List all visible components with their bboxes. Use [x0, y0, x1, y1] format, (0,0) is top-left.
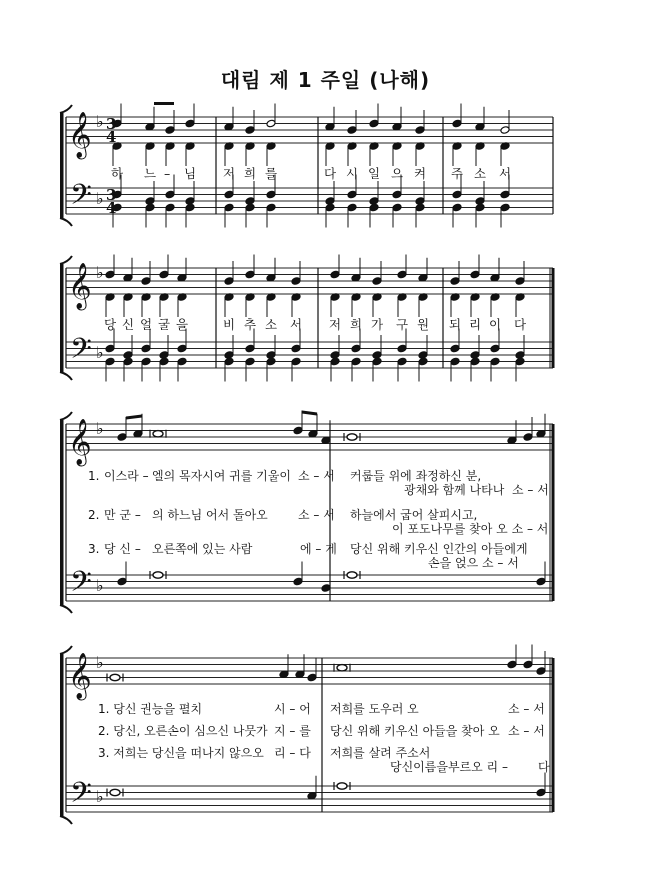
verse-text: 소 – 서: [298, 469, 335, 483]
lyric-syllable: 소: [265, 317, 278, 332]
note-head: [105, 344, 115, 353]
note-head: [490, 344, 500, 353]
note-head: [117, 433, 127, 442]
note-head: [415, 203, 425, 212]
verse-number: 1.: [88, 469, 100, 483]
bass-clef: 𝄢: [70, 332, 92, 373]
flat-sign: ♭: [96, 263, 104, 282]
verse-text: 에 – 게: [300, 542, 337, 556]
note-head: [245, 357, 255, 366]
flat-sign: ♭: [96, 576, 104, 595]
note-head: [245, 126, 255, 135]
breve-note: [110, 674, 120, 680]
verse-text: 당신이름을부르오 리 –: [390, 760, 508, 774]
lyric-syllable: 구: [396, 317, 409, 332]
verse-text: 리 – 다: [274, 746, 311, 760]
note-head: [291, 344, 301, 353]
note-head: [372, 277, 382, 286]
note-head: [266, 357, 276, 366]
lyric-syllable: 가: [371, 317, 384, 332]
note-head: [141, 344, 151, 353]
note-head: [536, 667, 546, 676]
treble-clef: 𝄞: [68, 112, 92, 158]
verse-text: 소 – 서: [508, 702, 545, 716]
note-head: [372, 357, 382, 366]
verse-text: 당신 위해 키우신 인간의 아들에게: [350, 542, 528, 556]
note-head: [224, 203, 234, 212]
note-head: [452, 119, 462, 128]
verse-number: 3.: [88, 542, 100, 556]
lyric-syllable: 으: [391, 166, 404, 181]
verse-number: 2.: [88, 508, 100, 522]
lyric-syllable: 이: [489, 317, 502, 332]
note-head: [351, 357, 361, 366]
verse-text: 시 – 어: [274, 702, 311, 716]
note-head: [159, 357, 169, 366]
note-head: [450, 277, 460, 286]
lyric-syllable: 님: [184, 166, 197, 181]
note-head: [245, 203, 255, 212]
note-head: [347, 126, 357, 135]
breve-note: [347, 434, 357, 440]
lyric-syllable: 일: [368, 166, 381, 181]
note-head: [177, 357, 187, 366]
note-head: [224, 277, 234, 286]
lyric-syllable: 저: [329, 317, 342, 332]
lyric-syllable: 비: [223, 317, 236, 332]
note-head: [293, 426, 303, 435]
lyric-syllable: 다: [514, 317, 527, 332]
note-head: [185, 119, 195, 128]
verse-text: 저희를 도우러 오: [330, 702, 419, 716]
lyric-syllable: 굴: [158, 317, 171, 332]
verse-text: 3. 저희는 당신을 떠나지 않으오: [98, 746, 264, 760]
beam: [302, 412, 317, 414]
note-head: [245, 344, 255, 353]
note-head: [418, 357, 428, 366]
lyric-syllable: 희: [244, 166, 257, 181]
time-signature-top: 3: [106, 186, 117, 204]
treble-clef: 𝄞: [68, 263, 92, 309]
lyric-syllable: 서: [290, 317, 303, 332]
note-head: [307, 673, 317, 682]
system-bracket: [60, 264, 64, 372]
note-head: [452, 203, 462, 212]
note-head: [536, 577, 546, 586]
system-bracket: [60, 420, 64, 605]
note-head: [266, 203, 276, 212]
note-head: [515, 277, 525, 286]
note-head: [536, 788, 546, 797]
note-head: [330, 270, 340, 279]
note-head: [507, 660, 517, 669]
note-head: [141, 357, 151, 366]
note-head: [415, 126, 425, 135]
note-head: [105, 270, 115, 279]
note-head: [392, 190, 402, 199]
breve-note: [337, 665, 347, 671]
verse-text: 의 하느님 어서 돌아오: [152, 508, 268, 522]
note-head: [224, 190, 234, 199]
bass-clef: 𝄢: [70, 776, 92, 817]
lyric-syllable: 되: [449, 317, 462, 332]
verse-text: 손을 얹으 소 – 서: [428, 556, 519, 570]
bass-clef: 𝄢: [70, 565, 92, 606]
lyric-syllable: 서: [499, 166, 512, 181]
flat-sign: ♭: [96, 787, 104, 806]
note-head: [500, 203, 510, 212]
note-head: [452, 190, 462, 199]
note-head: [330, 357, 340, 366]
verse-text: 저희를 살려 주소서: [330, 746, 431, 760]
note-head: [291, 357, 301, 366]
note-head: [470, 357, 480, 366]
note-head: [347, 203, 357, 212]
breve-note: [153, 431, 163, 437]
verse-text: 다: [538, 760, 550, 774]
note-head: [325, 203, 335, 212]
note-head: [450, 357, 460, 366]
verse-text: 1. 당신 권능을 펼치: [98, 702, 203, 716]
verse-text: 당신 위해 키우신 아들을 찾아 오: [330, 724, 500, 738]
lyric-syllable: 저: [223, 166, 236, 181]
lyric-syllable: 원: [417, 317, 430, 332]
breve-note: [347, 572, 357, 578]
bracket-hook: [60, 218, 72, 226]
lyric-syllable: 소: [474, 166, 487, 181]
note-head: [351, 344, 361, 353]
lyric-syllable: 희: [350, 317, 363, 332]
note-head: [141, 277, 151, 286]
note-head: [397, 270, 407, 279]
lyric-syllable: 신: [122, 317, 135, 332]
note-head: [177, 344, 187, 353]
bracket-hook: [60, 816, 72, 824]
verse-text: 이 포도나무를 찾아 오 소 – 서: [392, 522, 549, 536]
note-head: [397, 357, 407, 366]
treble-clef: 𝄞: [68, 419, 92, 465]
verse-text: 오른쪽에 있는 사람: [152, 542, 253, 556]
note-head: [515, 357, 525, 366]
note-head: [523, 433, 533, 442]
system-bracket: [60, 113, 64, 218]
lyric-syllable: 얼: [140, 317, 153, 332]
lyric-syllable: 하: [111, 166, 124, 181]
beam: [126, 416, 142, 418]
verse-text: 광채와 함께 나타나 소 – 서: [404, 483, 549, 497]
note-head: [397, 344, 407, 353]
note-head: [291, 277, 301, 286]
page-title: 대림 제 1 주일 (나해): [220, 68, 431, 92]
note-head: [117, 577, 127, 586]
note-head: [185, 203, 195, 212]
time-signature-bottom: 4: [106, 199, 117, 217]
bracket-hook: [60, 372, 72, 380]
lyric-syllable: 다: [324, 166, 337, 181]
verse-text: 소 – 서: [298, 508, 335, 522]
treble-clef: 𝄞: [68, 653, 92, 699]
lyric-syllable: 시: [346, 166, 359, 181]
lyric-syllable: 추: [244, 317, 257, 332]
note-head: [369, 119, 379, 128]
lyric-syllable: 리: [469, 317, 482, 332]
verse-text: 하늘에서 굽어 살피시고,: [350, 508, 478, 522]
verse-text: 이스라 –: [104, 469, 149, 483]
note-head: [392, 203, 402, 212]
flat-sign: ♭: [96, 343, 104, 362]
note-head: [450, 344, 460, 353]
note-head: [500, 126, 510, 135]
note-head: [123, 357, 133, 366]
lyric-syllable: 을: [176, 317, 189, 332]
note-head: [165, 126, 175, 135]
note-head: [266, 119, 276, 128]
note-head: [500, 190, 510, 199]
note-head: [165, 190, 175, 199]
note-head: [159, 270, 169, 279]
system-bracket: [60, 654, 64, 816]
breve-note: [110, 789, 120, 795]
time-signature-top: 3: [106, 115, 117, 133]
note-head: [266, 190, 276, 199]
lyric-syllable: 당: [104, 317, 117, 332]
lyric-syllable: 켜: [414, 166, 427, 181]
verse-text: 엘의 목자시여 귀를 기울이: [152, 469, 291, 483]
note-head: [165, 203, 175, 212]
time-signature-bottom: 4: [106, 128, 117, 146]
lyric-syllable: 를: [265, 166, 278, 181]
note-head: [523, 660, 533, 669]
bass-clef: 𝄢: [70, 178, 92, 219]
notes: [105, 104, 549, 801]
note-head: [347, 190, 357, 199]
flat-sign: ♭: [96, 112, 104, 131]
note-head: [105, 357, 115, 366]
note-head: [470, 270, 480, 279]
lyric-syllable: 느: [144, 166, 157, 181]
note-head: [490, 357, 500, 366]
verse-text: 지 – 를: [274, 724, 311, 738]
verse-text: 커룹들 위에 좌정하신 분,: [350, 469, 482, 483]
lyric-syllable: –: [164, 166, 171, 181]
verse-text: 2. 당신, 오른손이 심으신 나뭇가: [98, 724, 268, 738]
flat-sign: ♭: [96, 189, 104, 208]
note-head: [475, 203, 485, 212]
note-head: [145, 203, 155, 212]
note-head: [245, 270, 255, 279]
lyric-syllable: 주: [451, 166, 464, 181]
flat-sign: ♭: [96, 419, 104, 438]
breve-note: [337, 783, 347, 789]
verse-text: 당 신 –: [104, 542, 141, 556]
bracket-hook: [60, 605, 72, 613]
verse-text: 만 군 –: [104, 508, 141, 522]
note-head: [224, 357, 234, 366]
verse-text: 소 – 서: [508, 724, 545, 738]
note-head: [369, 203, 379, 212]
flat-sign: ♭: [96, 653, 104, 672]
note-head: [293, 577, 303, 586]
breve-note: [153, 572, 163, 578]
